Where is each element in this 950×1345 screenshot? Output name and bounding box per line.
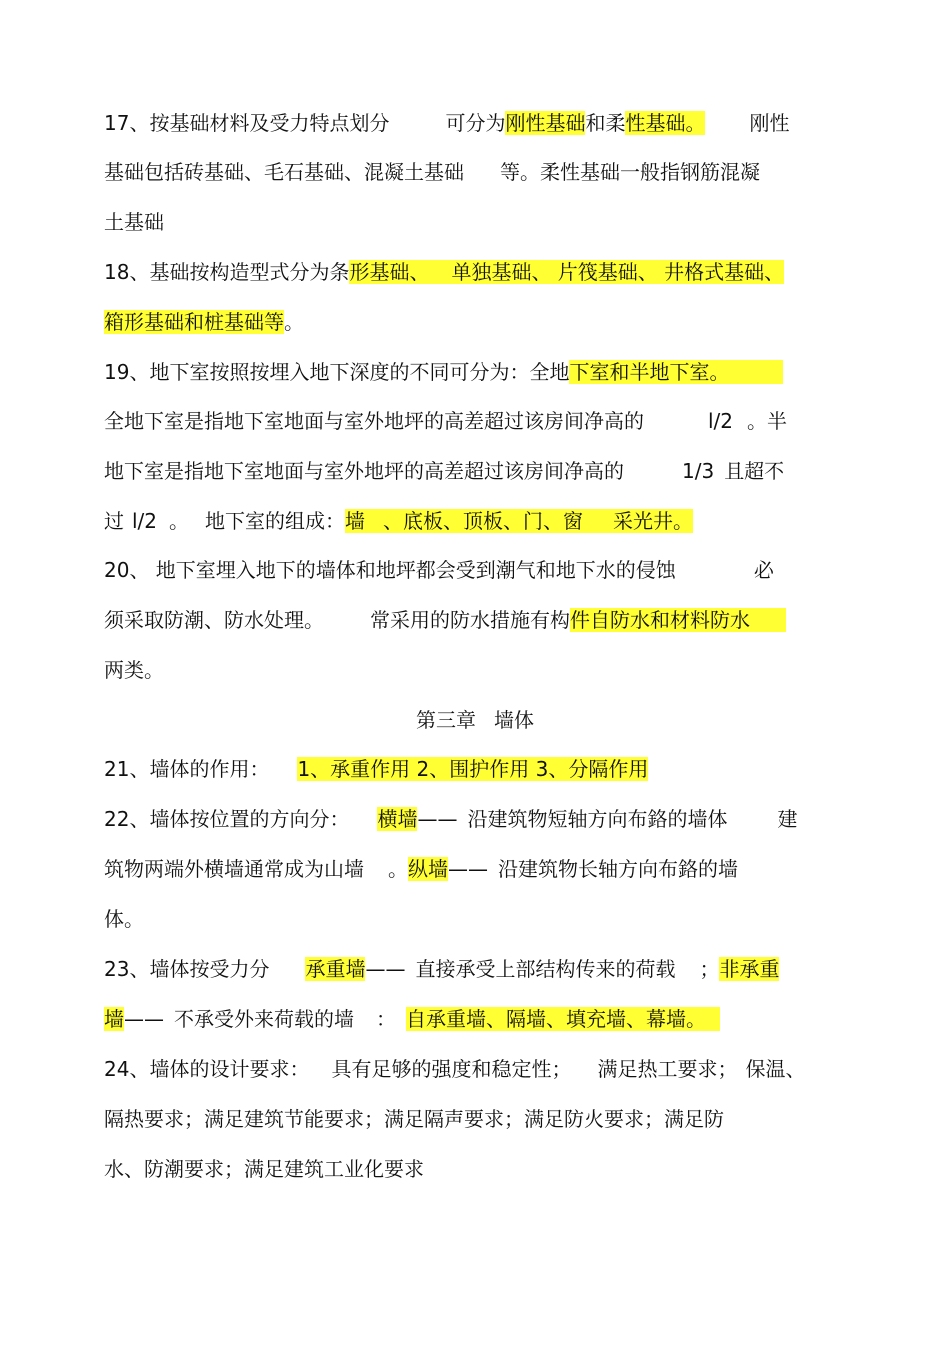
- highlight-answer: 承重墙: [305, 957, 366, 981]
- q17-text: 可分为: [445, 111, 506, 135]
- q17-line-1: [104, 106, 789, 140]
- highlight-answer: 箱形基础和桩基础等: [104, 310, 284, 334]
- q20-text: 两类。: [104, 658, 164, 682]
- q23-text: 直接承受上部结构传来的荷载: [415, 957, 676, 981]
- chapter-label: 第三章: [416, 708, 476, 732]
- q24-line-2: [104, 1102, 724, 1136]
- q22-line-2: [104, 852, 738, 886]
- chapter-heading: [0, 703, 950, 737]
- highlight-answer: 横墙: [377, 807, 418, 831]
- chapter-name: 墙体: [494, 708, 534, 732]
- q24-text: 水、防潮要求；满足建筑工业化要求: [104, 1157, 424, 1181]
- q23-line-2: [104, 1002, 720, 1036]
- q18-text: 18、基础按构造型式分为条: [104, 260, 350, 284]
- q17-text: 17、按基础材料及受力特点划分: [104, 111, 390, 135]
- q24-line-1: [104, 1052, 805, 1086]
- q22-text: 沿建筑物短轴方向布鉻的墙体: [467, 807, 728, 831]
- q23-text: 不承受外来荷载的墙: [174, 1007, 354, 1031]
- q19-text: 地下室是指地下室地面与室外地坪的高差超过该房间净高的: [104, 459, 624, 483]
- q19-text: l/2: [708, 409, 734, 433]
- q23-text: ——: [365, 957, 406, 981]
- q20-line-1: [104, 553, 774, 587]
- q23-text: 23、墙体按受力分: [104, 957, 270, 981]
- q17-text: 刚性: [749, 111, 790, 135]
- q17-text: 和柔: [585, 111, 626, 135]
- q23-text: ：: [376, 1007, 396, 1031]
- q20-text: 必: [753, 558, 774, 582]
- q19-text: 全地下室是指地下室地面与室外地坪的高差超过该房间净高的: [104, 409, 644, 433]
- q18-text: 。: [284, 310, 304, 334]
- q19-text: l/2: [132, 509, 158, 533]
- q19-line-4: [104, 504, 693, 538]
- highlight-answer: 形基础、 单独基础、 片筏基础、 井格式基础、: [349, 260, 785, 284]
- q19-text: 。: [169, 509, 190, 533]
- highlight-answer: 纵墙: [408, 857, 448, 881]
- highlight-answer: 墙 、底板、顶板、门、窗 采光井。: [345, 509, 694, 533]
- q24-text: 保温、: [745, 1057, 806, 1081]
- q24-text: 满足热工要求；: [597, 1057, 738, 1081]
- highlight-answer: 下室和半地下室。: [569, 360, 783, 384]
- q17-text: 基础包括砖基础、毛石基础、混凝土基础: [104, 160, 464, 184]
- q17-text: 等。柔性基础一般指钢筋混凝: [500, 160, 760, 184]
- q20-text: 须采取防潮、防水处理。: [104, 608, 324, 632]
- q22-text: 。: [388, 857, 408, 881]
- q20-text: 20、 地下室埋入地下的墙体和地坪都会受到潮气和地下水的侵蚀: [104, 558, 676, 582]
- highlight-answer: 1、承重作用 2、围护作用 3、分隔作用: [297, 757, 649, 781]
- q24-line-3: [104, 1152, 424, 1186]
- q20-text: 常采用的防水措施有构: [370, 608, 570, 632]
- q24-text: 24、墙体的设计要求：: [104, 1057, 310, 1081]
- q22-text: ——: [448, 857, 488, 881]
- q21-line-1: [104, 752, 648, 786]
- q20-line-3: [104, 653, 164, 687]
- q19-text: 过: [104, 509, 124, 533]
- q22-line-3: [104, 902, 144, 936]
- q17-line-3: [104, 205, 164, 239]
- highlight-answer: 非承重: [719, 957, 780, 981]
- q22-text: 筑物两端外横墙通常成为山墙: [104, 857, 364, 881]
- q17-text: 土基础: [104, 210, 164, 234]
- highlight-answer: 性基础。: [625, 111, 706, 135]
- q20-line-2: [104, 603, 786, 637]
- highlight-answer: 刚性基础: [505, 111, 586, 135]
- q18-line-1: [104, 255, 784, 289]
- q22-text: ——: [417, 807, 458, 831]
- q17-line-2: [104, 155, 760, 189]
- q22-line-1: [104, 802, 797, 836]
- q22-text: 体。: [104, 907, 144, 931]
- q21-text: 21、墙体的作用：: [104, 757, 270, 781]
- q19-line-1: [104, 355, 783, 389]
- q22-text: 22、墙体按位置的方向分：: [104, 807, 350, 831]
- q19-text: 地下室的组成：: [205, 509, 346, 533]
- q22-text: 建: [777, 807, 798, 831]
- q22-text: 沿建筑物长轴方向布鉻的墙: [498, 857, 738, 881]
- q23-text: ——: [124, 1007, 164, 1031]
- q19-text: 19、地下室按照按埋入地下深度的不同可分为：全地: [104, 360, 570, 384]
- q19-line-3: [104, 454, 784, 488]
- q23-text: ；: [699, 957, 720, 981]
- q24-text: 具有足够的强度和稳定性；: [331, 1057, 572, 1081]
- highlight-answer: 自承重墙、隔墙、填充墙、幕墙。: [406, 1007, 720, 1031]
- q18-line-2: [104, 305, 304, 339]
- q23-line-1: [104, 952, 779, 986]
- highlight-answer: 件自防水和材料防水: [570, 608, 786, 632]
- q19-text: 。半: [747, 409, 788, 433]
- q19-text: 且超不: [724, 459, 785, 483]
- q19-line-2: [104, 404, 787, 438]
- q19-text: 1/3: [682, 459, 715, 483]
- highlight-answer: 墙: [104, 1007, 124, 1031]
- q24-text: 隔热要求；满足建筑节能要求；满足隔声要求；满足防火要求；满足防: [104, 1107, 724, 1131]
